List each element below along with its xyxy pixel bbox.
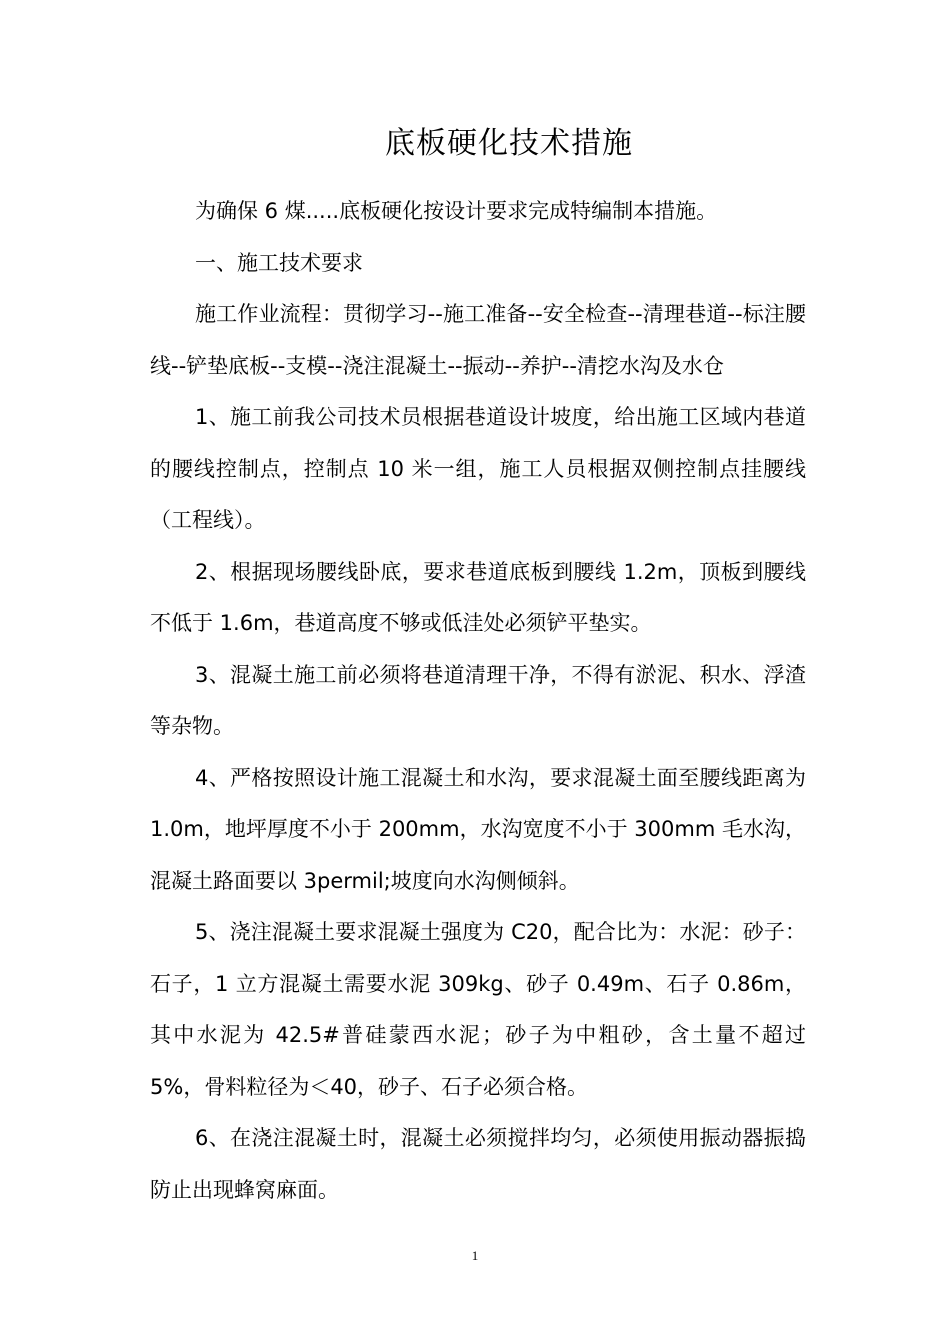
paragraph-item-5: 5、浇注混凝土要求混凝土强度为 C20，配合比为：水泥：砂子：石子，1 立方混凝土需要水泥 309kg、砂子 0.49m、石子 0.86m，其中水泥为 42.5#普硅蒙西水泥；砂子为中粗砂，含土量不超过 5%，骨料粒径为＜40，砂子、石子必须合格。: [150, 920, 806, 1099]
paragraph-intro: 为确保 6 煤.....底板硬化按设计要求完成特编制本措施。: [195, 199, 718, 223]
page-number: 1: [471, 1248, 479, 1263]
document-title: 底板硬化技术措施: [385, 126, 633, 161]
document-body: [150, 186, 806, 1216]
paragraph-item-4: 4、严格按照设计施工混凝土和水沟，要求混凝土面至腰线距离为 1.0m，地坪厚度不小于 200mm，水沟宽度不小于 300mm 毛水沟，混凝土路面要以 3permil;坡度向水沟侧倾斜。: [150, 765, 806, 893]
paragraph-item-6: 6、在浇注混凝土时，混凝土必须搅拌均匀，必须使用振动器振捣防止出现蜂窝麻面。: [150, 1126, 806, 1202]
section-heading: 一、施工技术要求: [195, 250, 363, 275]
paragraph-workflow: 施工作业流程：贯彻学习--施工准备--安全检查--清理巷道--标注腰线--铲垫底板--支模--浇注混凝土--振动--养护--清挖水沟及水仓: [150, 302, 806, 378]
paragraph-item-3: 3、混凝土施工前必须将巷道清理干净，不得有淤泥、积水、浮渣等杂物。: [150, 662, 806, 738]
paragraph-item-2: 2、根据现场腰线卧底，要求巷道底板到腰线 1.2m，顶板到腰线不低于 1.6m，巷道高度不够或低洼处必须铲平垫实。: [150, 559, 806, 635]
paragraph-item-1: 1、施工前我公司技术员根据巷道设计坡度，给出施工区域内巷道的腰线控制点，控制点 10 米一组，施工人员根据双侧控制点挂腰线（工程线）。: [150, 405, 806, 532]
